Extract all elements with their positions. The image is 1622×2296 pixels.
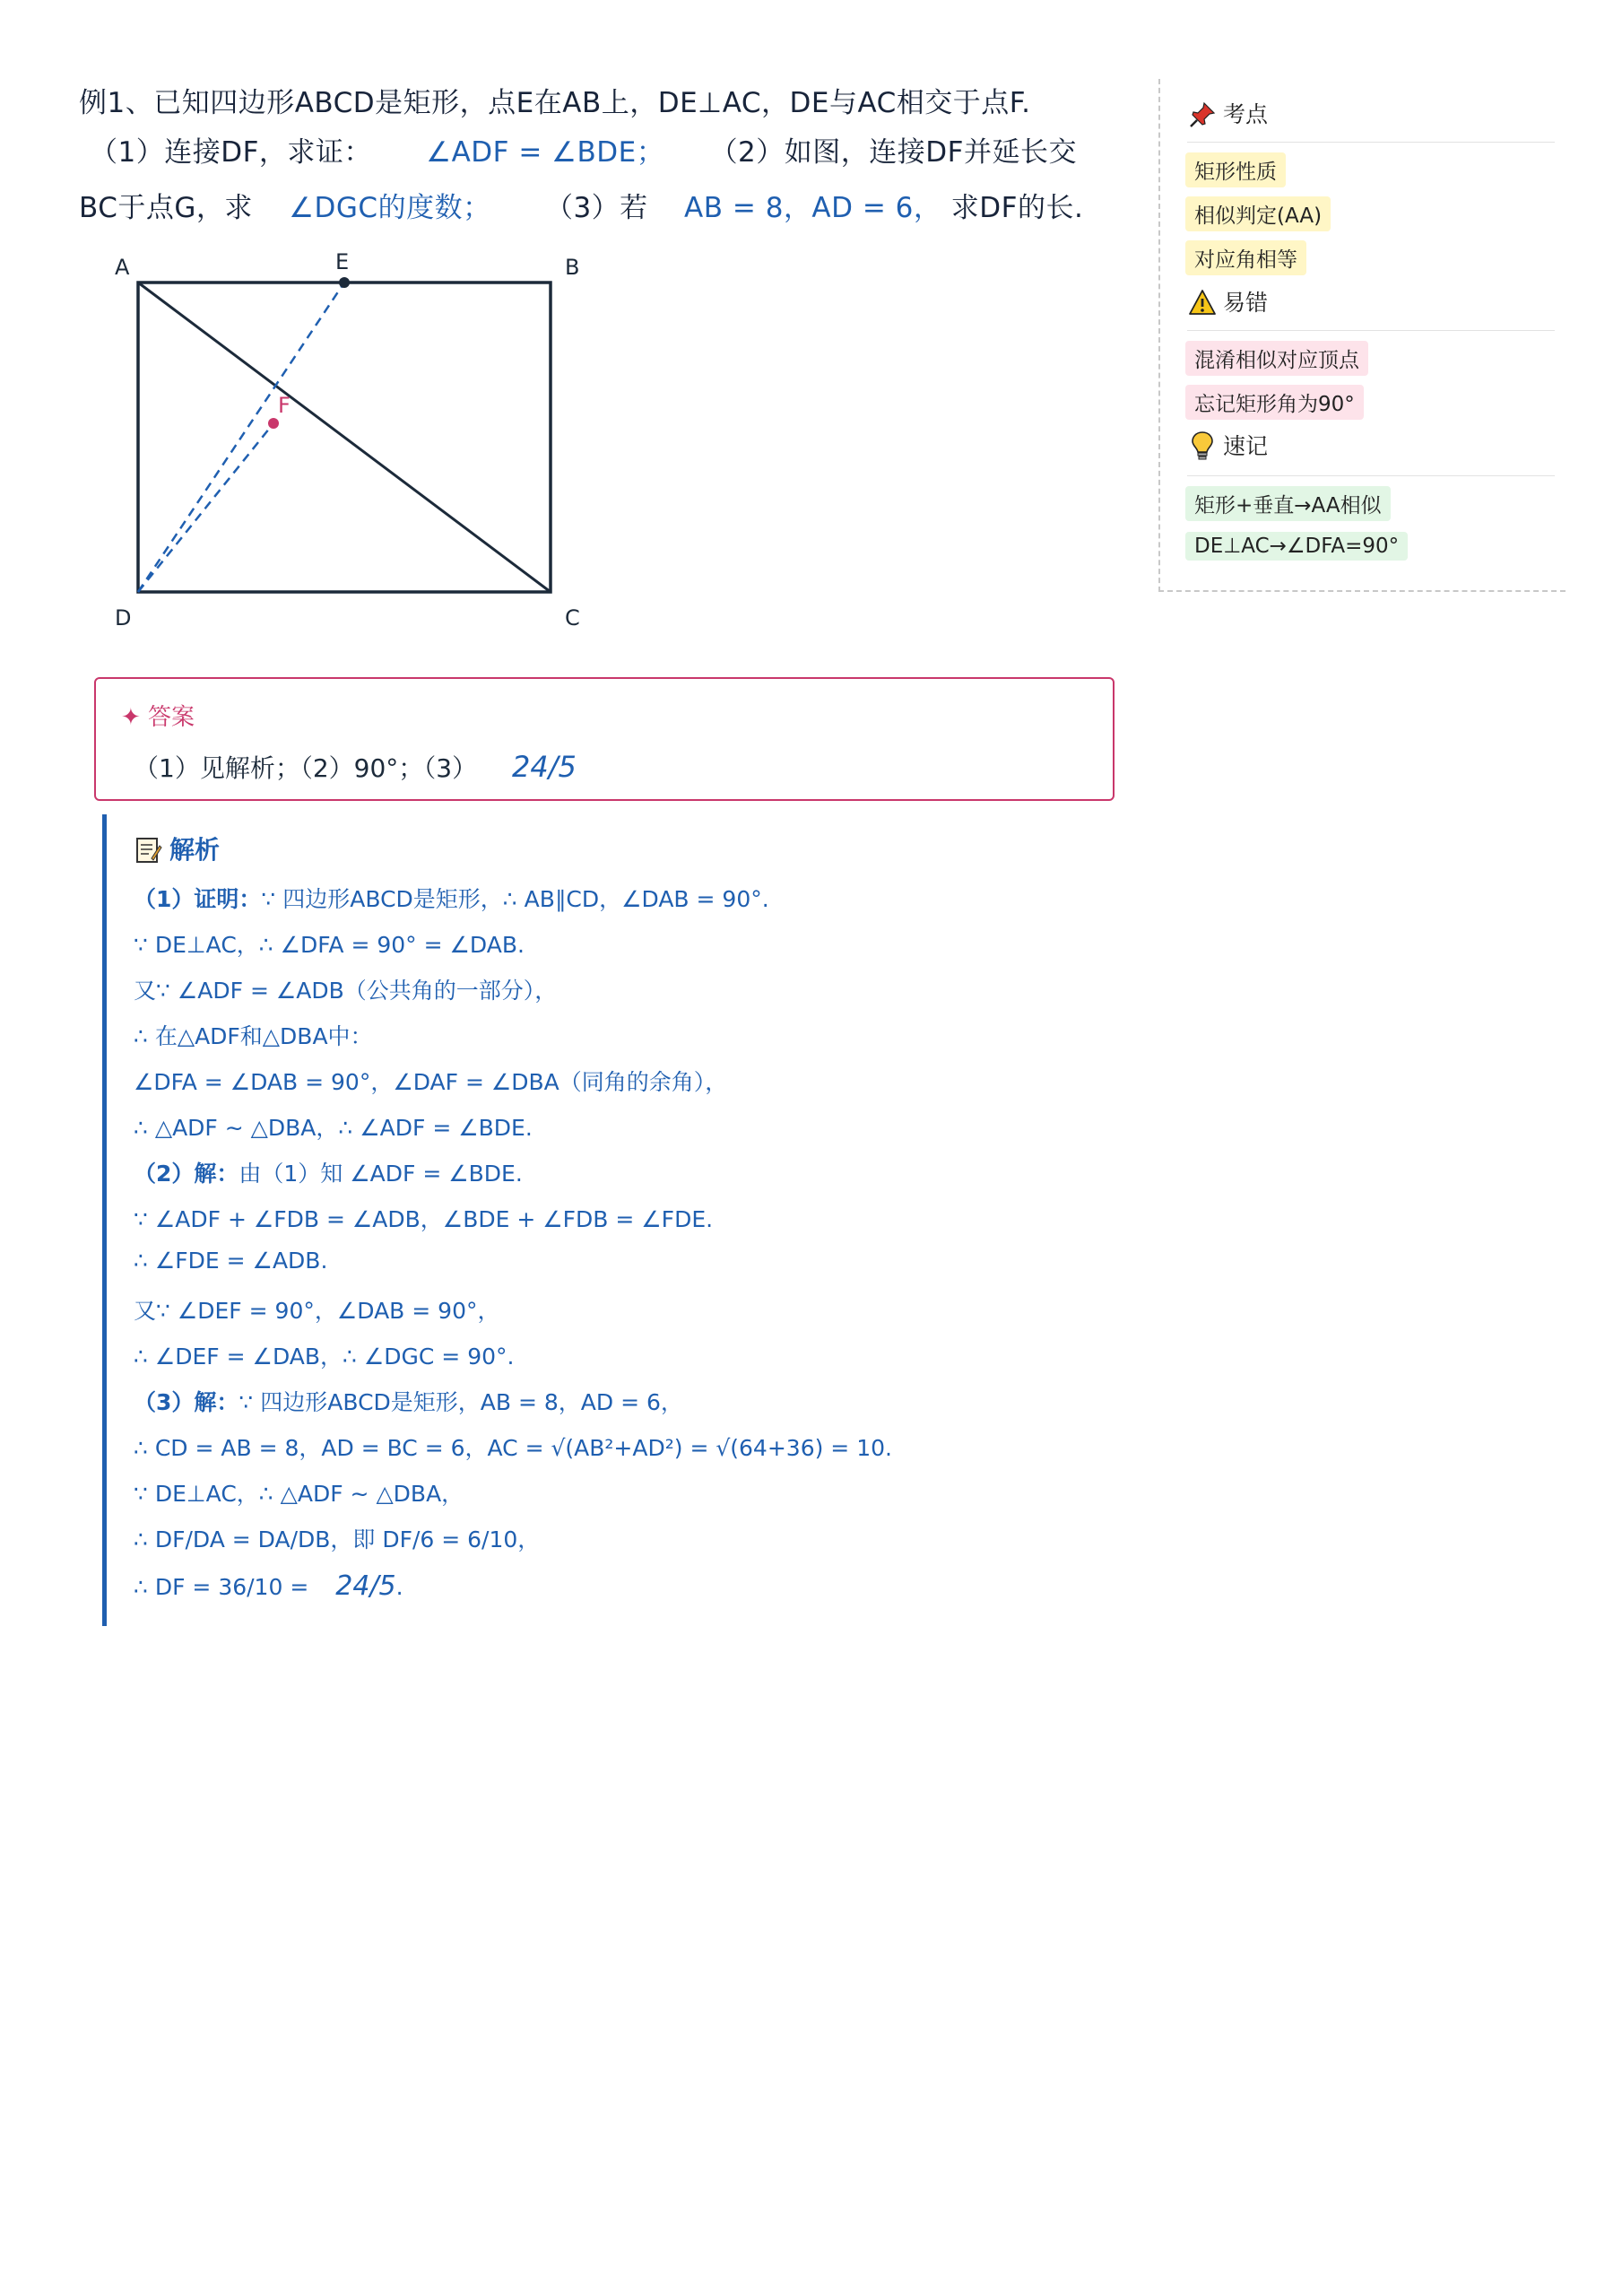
analysis-text-15: ∴ DF/DA = DA/DB，即 DF/6 = 6/10， xyxy=(134,1526,541,1552)
point-f xyxy=(268,418,279,429)
analysis-head-1: （1）证明： xyxy=(134,886,262,912)
question-given: AB = 8，AD = 6， xyxy=(684,192,942,224)
yicuo-tag-2: 忘记矩形角为90° xyxy=(1185,385,1364,420)
question-line-2 xyxy=(90,135,1077,170)
question-line-3 xyxy=(79,190,1083,226)
point-e xyxy=(339,277,350,288)
analysis-text-13: ∴ CD = AB = 8，AD = BC = 6，AC = √(AB²+AD²) = √(64+36) = 10. xyxy=(134,1435,892,1461)
analysis-text-14: ∵ DE⊥AC，∴ △ADF ∼ △DBA， xyxy=(134,1481,464,1507)
analysis-line-7 xyxy=(134,1156,523,1188)
analysis-line-8 xyxy=(134,1202,713,1234)
question-line-1: 例1、已知四边形ABCD是矩形，点E在AB上，DE⊥AC，DE与AC相交于点F. xyxy=(79,87,1031,119)
answer-box xyxy=(94,677,1115,801)
yicuo-divider xyxy=(1187,330,1555,331)
yicuo-title: 易错 xyxy=(1223,290,1269,316)
analysis-title-text: 解析 xyxy=(169,835,221,865)
question-part1: （1）连接DF，求证： xyxy=(90,136,372,169)
label-f: F xyxy=(278,393,291,418)
analysis-head-7: （2）解： xyxy=(134,1161,239,1187)
suji-tag-1: 矩形+垂直→AA相似 xyxy=(1185,486,1391,521)
label-b: B xyxy=(565,255,580,280)
analysis-line-1 xyxy=(134,882,769,914)
kaodian-tag-1: 矩形性质 xyxy=(1185,152,1286,187)
analysis-line-11 xyxy=(134,1339,514,1371)
analysis-line-4 xyxy=(134,1019,373,1051)
analysis-line-2 xyxy=(134,927,525,960)
rectangle-diagram xyxy=(99,238,601,650)
warning-icon xyxy=(1187,289,1218,316)
answer-line xyxy=(134,749,577,785)
analysis-text-2: ∵ DE⊥AC，∴ ∠DFA = 90° = ∠DAB. xyxy=(134,932,525,958)
analysis-head-12: （3）解： xyxy=(134,1389,239,1415)
analysis-line-16 xyxy=(134,1570,403,1602)
lightbulb-icon xyxy=(1187,430,1218,461)
suji-tag-2: DE⊥AC→∠DFA=90° xyxy=(1185,532,1408,561)
dashed-de xyxy=(138,283,344,592)
analysis-text-3: 又∵ ∠ADF = ∠ADB（公共角的一部分）， xyxy=(134,978,558,1004)
yicuo-heading xyxy=(1187,285,1268,317)
question-part3: （3）若 xyxy=(544,192,648,224)
answer-title: ✦ 答案 xyxy=(121,704,195,731)
analysis-text-11: ∴ ∠DEF = ∠DAB，∴ ∠DGC = 90°. xyxy=(134,1344,515,1370)
suji-divider xyxy=(1187,475,1555,476)
analysis-final-value: 24/5 xyxy=(335,1570,396,1602)
question-part2b: BC于点G，求 xyxy=(79,192,253,224)
diagonal-ac xyxy=(138,283,551,592)
analysis-text-4: ∴ 在△ADF和△DBA中： xyxy=(134,1023,373,1049)
question-part2: （2）如图，连接DF并延长交 xyxy=(709,136,1077,169)
analysis-line-6 xyxy=(134,1110,533,1143)
label-d: D xyxy=(115,605,132,631)
analysis-line-3 xyxy=(134,973,557,1005)
analysis-line-14 xyxy=(134,1476,464,1509)
kaodian-title: 考点 xyxy=(1223,101,1269,127)
kaodian-divider xyxy=(1187,142,1555,143)
pushpin-icon xyxy=(1187,100,1218,129)
analysis-line-5 xyxy=(134,1065,727,1097)
suji-title: 速记 xyxy=(1223,433,1269,459)
analysis-final-end: . xyxy=(395,1574,403,1600)
analysis-title xyxy=(134,831,220,866)
analysis-final-text: ∴ DF = 36/10 = xyxy=(134,1574,309,1600)
memo-icon xyxy=(134,835,162,864)
question-angle-eq: ∠ADF = ∠BDE； xyxy=(426,136,665,169)
analysis-text-5: ∠DFA = ∠DAB = 90°，∠DAF = ∠DBA（同角的余角）， xyxy=(134,1069,728,1095)
analysis-text-12: ∵ 四边形ABCD是矩形，AB = 8，AD = 6， xyxy=(239,1389,683,1415)
kaodian-tag-2: 相似判定(AA) xyxy=(1185,196,1331,231)
analysis-text-7: 由（1）知 ∠ADF = ∠BDE. xyxy=(239,1161,523,1187)
analysis-text-8: ∵ ∠ADF + ∠FDB = ∠ADB，∠BDE + ∠FDB = ∠FDE. xyxy=(134,1206,714,1232)
yicuo-tag-1: 混淆相似对应顶点 xyxy=(1185,341,1368,376)
sidebar-notes xyxy=(1158,79,1566,592)
question-angle-dgc: ∠DGC的度数； xyxy=(289,192,491,224)
kaodian-tag-3: 对应角相等 xyxy=(1185,240,1306,275)
analysis-line-13 xyxy=(134,1431,892,1463)
kaodian-heading xyxy=(1187,97,1268,129)
analysis-line-10 xyxy=(134,1293,499,1326)
analysis-text-9: ∴ ∠FDE = ∠ADB. xyxy=(134,1248,328,1274)
analysis-line-9 xyxy=(134,1248,327,1274)
dashed-df xyxy=(138,423,273,592)
analysis-line-15 xyxy=(134,1522,540,1554)
suji-heading xyxy=(1187,429,1268,461)
analysis-section xyxy=(102,814,1129,1626)
analysis-line-12 xyxy=(134,1385,683,1417)
question-ask: 求DF的长. xyxy=(950,192,1084,224)
answer-value: 24/5 xyxy=(511,750,577,784)
answer-text: （1）见解析；（2）90°；（3） xyxy=(134,753,478,783)
analysis-text-1: ∵ 四边形ABCD是矩形，∴ AB∥CD，∠DAB = 90°. xyxy=(261,886,769,912)
analysis-text-6: ∴ △ADF ∼ △DBA，∴ ∠ADF = ∠BDE. xyxy=(134,1115,533,1141)
label-a: A xyxy=(115,255,130,280)
analysis-text-10: 又∵ ∠DEF = 90°，∠DAB = 90°， xyxy=(134,1298,500,1324)
label-e: E xyxy=(335,249,350,274)
label-c: C xyxy=(565,605,580,631)
